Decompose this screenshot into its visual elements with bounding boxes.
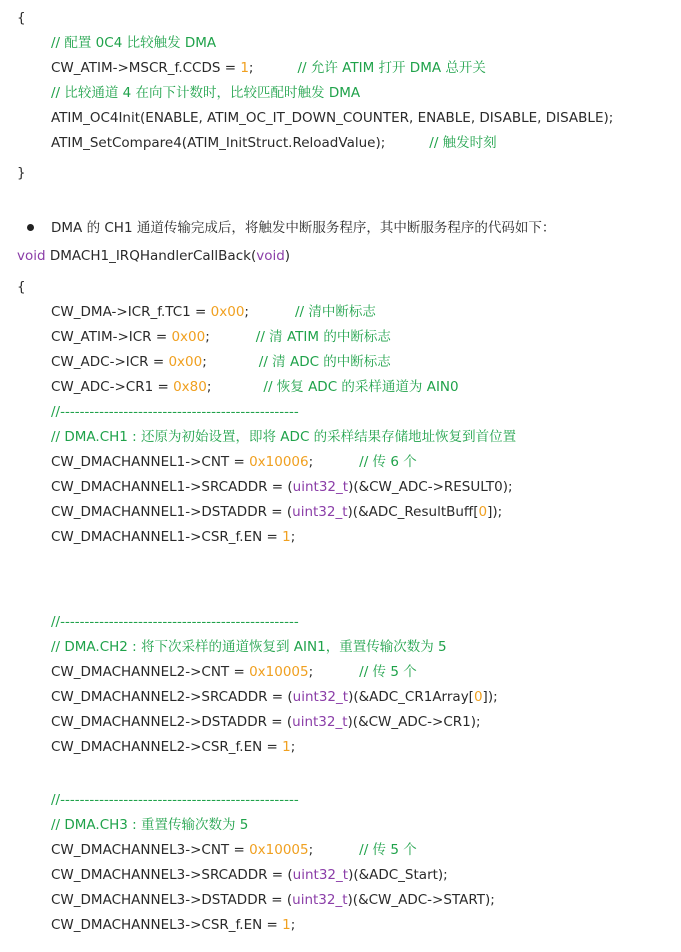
function-signature: void DMACH1_IRQHandlerCallBack(void)	[17, 248, 291, 264]
code-line: CW_DMACHANNEL1->CNT = 0x10006; // 传 6 个	[51, 454, 417, 470]
open-brace: {	[17, 279, 26, 295]
code-comment: // 清 ADC 的中断标志	[258, 354, 391, 370]
code-comment: // 传 5 个	[359, 664, 417, 680]
close-brace: }	[17, 165, 26, 181]
code-comment: // 配置 0C4 比较触发 DMA	[51, 35, 217, 51]
code-line: CW_DMA->ICR_f.TC1 = 0x00; // 清中断标志	[51, 304, 376, 320]
code-comment: // DMA.CH1 : 还原为初始设置，即将 ADC 的采样结果存储地址恢复到首位置	[51, 429, 517, 445]
code-comment: // 清 ATIM 的中断标志	[255, 329, 391, 345]
code-line: CW_DMACHANNEL2->SRCADDR = (uint32_t)(&ADC_CR1Array[0]);	[51, 689, 498, 705]
code-line: CW_DMACHANNEL3->CNT = 0x10005; // 传 5 个	[51, 842, 417, 858]
open-brace: {	[17, 10, 26, 26]
code-line: CW_DMACHANNEL1->SRCADDR = (uint32_t)(&CW_ADC->RESULT0);	[51, 479, 513, 495]
code-line: ATIM_SetCompare4(ATIM_InitStruct.ReloadValue); // 触发时刻	[51, 135, 497, 151]
code-line: CW_DMACHANNEL2->DSTADDR = (uint32_t)(&CW_ADC->CR1);	[51, 714, 481, 730]
code-line: ATIM_OC4Init(ENABLE, ATIM_OC_IT_DOWN_COUNTER, ENABLE, DISABLE, DISABLE);	[51, 110, 614, 126]
code-comment: // 比较通道 4 在向下计数时，比较匹配时触发 DMA	[51, 85, 361, 101]
code-line: CW_DMACHANNEL3->CSR_f.EN = 1;	[51, 917, 296, 933]
separator-comment: //-------------------------------------------------	[51, 792, 299, 808]
code-line: CW_ADC->ICR = 0x00; // 清 ADC 的中断标志	[51, 354, 391, 370]
code-comment: // 传 6 个	[359, 454, 417, 470]
number-literal: 1	[240, 60, 249, 76]
code-line: CW_DMACHANNEL3->SRCADDR = (uint32_t)(&ADC_Start);	[51, 867, 448, 883]
bullet-dot	[27, 224, 34, 231]
separator-comment: //-------------------------------------------------	[51, 614, 299, 630]
code-line: CW_ATIM->MSCR_f.CCDS = 1; // 允许 ATIM 打开 DMA 总开关	[51, 60, 486, 76]
code-line: CW_DMACHANNEL1->CSR_f.EN = 1;	[51, 529, 296, 545]
code-comment: // 清中断标志	[294, 304, 376, 320]
code-comment: // 恢复 ADC 的采样通道为 AIN0	[263, 379, 459, 395]
code-comment: // DMA.CH3 : 重置传输次数为 5	[51, 817, 249, 833]
code-line: CW_ADC->CR1 = 0x80; // 恢复 ADC 的采样通道为 AIN0	[51, 379, 459, 395]
code-line: CW_DMACHANNEL1->DSTADDR = (uint32_t)(&ADC_ResultBuff[0]);	[51, 504, 503, 520]
code-line: CW_DMACHANNEL2->CSR_f.EN = 1;	[51, 739, 296, 755]
code-comment: // DMA.CH2 : 将下次采样的通道恢复到 AIN1，重置传输次数为 5	[51, 639, 447, 655]
code-line: CW_DMACHANNEL3->DSTADDR = (uint32_t)(&CW_ADC->START);	[51, 892, 495, 908]
bullet-text: DMA 的 CH1 通道传输完成后，将触发中断服务程序，其中断服务程序的代码如下：	[51, 220, 556, 236]
keyword: void	[17, 248, 46, 264]
separator-comment: //-------------------------------------------------	[51, 404, 299, 420]
code-line: CW_ATIM->ICR = 0x00; // 清 ATIM 的中断标志	[51, 329, 391, 345]
keyword: void	[256, 248, 285, 264]
code-line: CW_DMACHANNEL2->CNT = 0x10005; // 传 5 个	[51, 664, 417, 680]
code-comment: // 允许 ATIM 打开 DMA 总开关	[297, 60, 486, 76]
code-comment: // 传 5 个	[359, 842, 417, 858]
code-comment: // 触发时刻	[429, 135, 497, 151]
